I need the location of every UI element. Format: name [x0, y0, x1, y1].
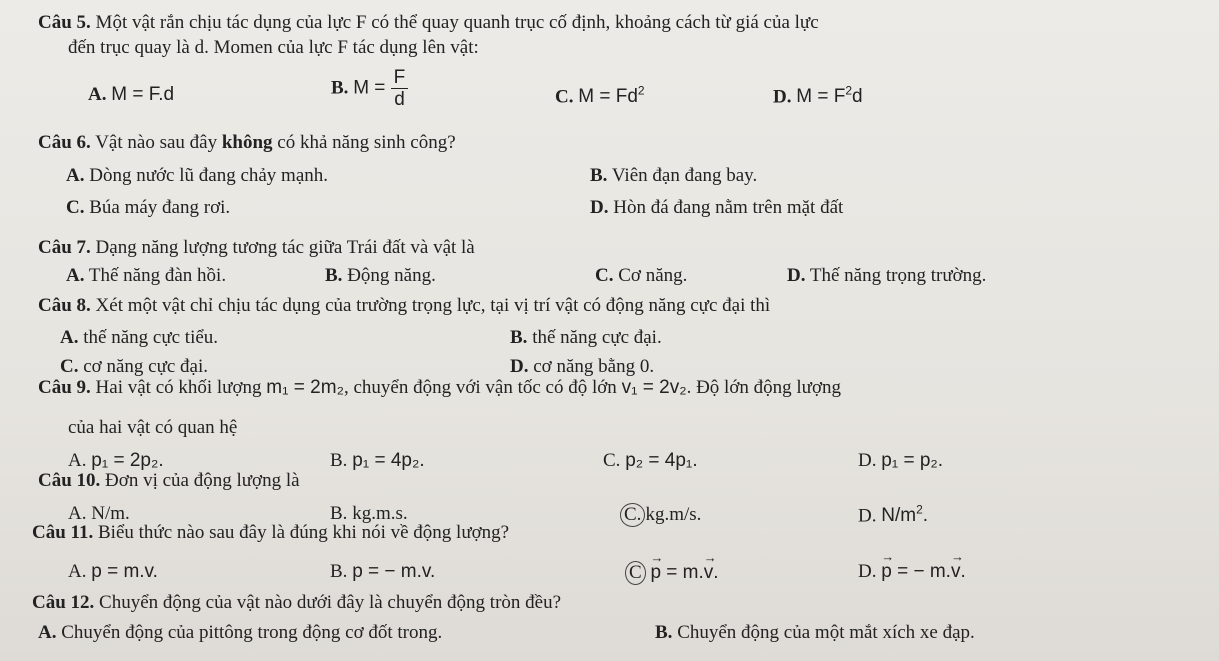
q8-option-c[interactable]: C. cơ năng cực đại.	[60, 356, 209, 377]
q12-option-a[interactable]: A. Chuyển động của pittông trong động cơ đốt trong.	[38, 622, 443, 643]
question-5	[38, 12, 819, 34]
question-11	[32, 522, 509, 544]
option-text: $M = F^2d$	[796, 84, 863, 108]
question-number: Câu 11.	[32, 522, 94, 543]
option-text: $M = Fd^2$	[578, 84, 645, 108]
q9-option-a[interactable]: A. p₁ = 2p₂.	[68, 450, 164, 471]
fraction: $\frac{F}{d}$	[391, 68, 409, 109]
q10-option-a[interactable]: A. N/m.	[68, 503, 130, 524]
option-text: M =	[353, 77, 391, 99]
question-9: Câu 9. Hai vật có khối lượng m₁ = 2m₂, chuyển động với vận tốc có độ lớn v₁ = 2v₂. Độ lớn động lượng	[38, 377, 841, 398]
question-text: Đơn vị của động lượng là	[100, 470, 300, 491]
question-number: Câu 9.	[38, 377, 91, 398]
question-text: Một vật rắn chịu tác dụng của lực F có thể quay quanh trục cố định, khoảng cách từ giá của lực	[90, 12, 819, 33]
question-text: Xét một vật chỉ chịu tác dụng của trường trọng lực, tại vị trí vật có động năng cực đại thì	[90, 295, 771, 316]
q7-option-a[interactable]: A. Thế năng đàn hồi.	[66, 265, 227, 286]
option-label: A.	[88, 84, 107, 105]
option-label: D.	[773, 86, 792, 108]
question-emphasis: không	[221, 132, 273, 153]
question-8	[38, 295, 770, 317]
question-text-end: có khả năng sinh công?	[272, 132, 456, 153]
question-6	[38, 132, 456, 154]
q7-option-b[interactable]: B. Động năng.	[325, 265, 436, 286]
question-10	[38, 470, 300, 492]
q7-option-c[interactable]: C. Cơ năng.	[595, 265, 688, 286]
circled-answer: C.	[620, 503, 645, 527]
question-text: Biểu thức nào sau đây là đúng khi nói về động lượng?	[93, 522, 510, 543]
question-12	[32, 592, 561, 614]
q6-option-b[interactable]: B. Viên đạn đang bay.	[590, 165, 758, 186]
q9-option-d[interactable]: D. p₁ = p₂.	[858, 450, 944, 471]
q8-option-a[interactable]: A. thế năng cực tiểu.	[60, 327, 219, 348]
q8-option-d[interactable]: D. cơ năng bằng 0.	[510, 356, 655, 377]
velocity-equation: v₁ = 2v₂	[621, 377, 687, 398]
question-5-line-2: đến trục quay là d. Momen của lực F tác dụng lên vật:	[68, 37, 479, 58]
q11-option-d[interactable]: D. → p = − m.→ v.	[858, 561, 966, 583]
question-text: Chuyển động của vật nào dưới đây là chuyển động tròn đều?	[94, 592, 562, 613]
question-text: Dạng năng lượng tương tác giữa Trái đất và vật là	[90, 237, 475, 258]
q6-option-a[interactable]: A. Dòng nước lũ đang chảy mạnh.	[66, 165, 329, 186]
option-text: M = F.d	[111, 84, 175, 105]
q11-option-a[interactable]: A. p = m.v.	[68, 561, 158, 582]
question-number: Câu 6.	[38, 132, 91, 153]
q7-option-d[interactable]: D. Thế năng trọng trường.	[787, 265, 987, 286]
question-number: Câu 5.	[38, 12, 91, 33]
q5-option-a[interactable]	[88, 84, 174, 106]
question-number: Câu 10.	[38, 470, 101, 491]
circled-answer: C	[625, 561, 646, 585]
q12-option-b[interactable]: B. Chuyển động của một mắt xích xe đạp.	[655, 622, 975, 643]
question-text: Vật nào sau đây	[90, 132, 222, 153]
question-number: Câu 8.	[38, 295, 91, 316]
q5-option-d[interactable]	[773, 84, 863, 108]
q9-option-c[interactable]: C. p₂ = 4p₁.	[603, 450, 698, 471]
mass-equation: m₁ = 2m₂	[266, 377, 344, 398]
q6-option-d[interactable]: D. Hòn đá đang nằm trên mặt đất	[590, 197, 844, 218]
q10-option-c[interactable]: C. kg.m/s.	[620, 503, 701, 527]
q11-option-c[interactable]: C → p = m.→ v.	[625, 561, 719, 585]
q6-option-c[interactable]: C. Búa máy đang rơi.	[66, 197, 231, 218]
question-number: Câu 12.	[32, 592, 95, 613]
q5-option-c[interactable]	[555, 84, 645, 108]
q9-option-b[interactable]: B. p₁ = 4p₂.	[330, 450, 425, 471]
option-label: C.	[555, 86, 574, 108]
q10-option-b[interactable]: B. kg.m.s.	[330, 503, 408, 524]
option-label: B.	[331, 77, 349, 99]
question-number: Câu 7.	[38, 237, 91, 258]
question-9-line-2: của hai vật có quan hệ	[68, 417, 238, 438]
q11-option-b[interactable]: B. p = − m.v.	[330, 561, 436, 582]
question-7	[38, 237, 475, 259]
q5-option-b[interactable]	[331, 68, 408, 109]
q10-option-d[interactable]: D. $N/m^2$.	[858, 503, 929, 527]
q8-option-b[interactable]: B. thế năng cực đại.	[510, 327, 662, 348]
